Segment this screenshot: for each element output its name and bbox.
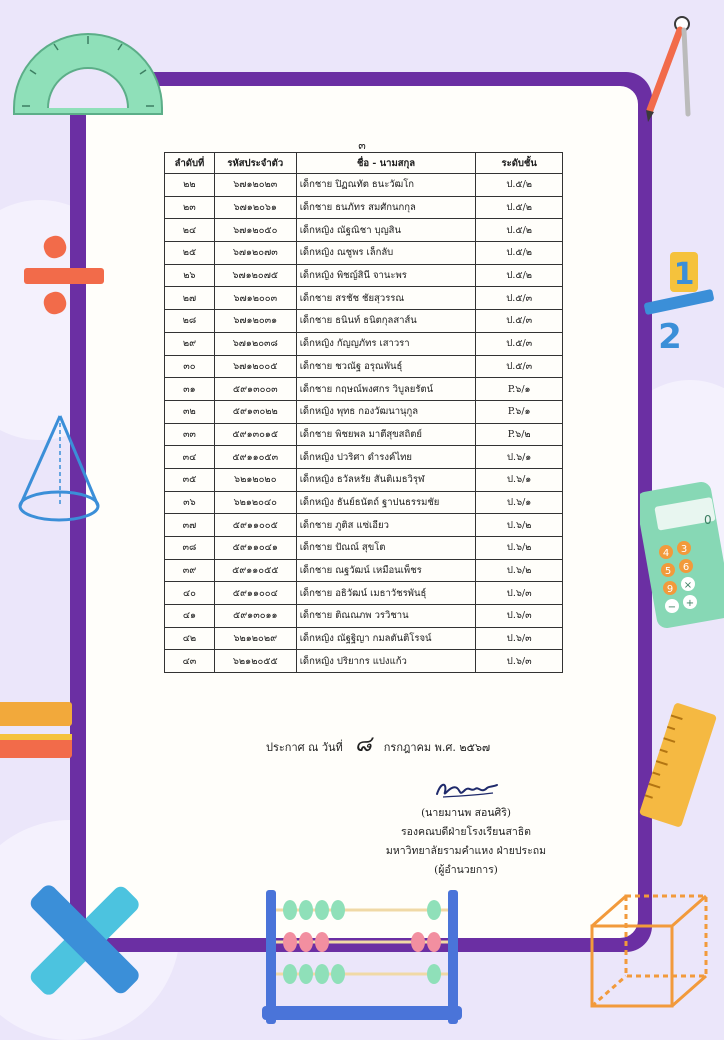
row-order-number: ๓๓ <box>165 423 215 446</box>
signatory-title: รองคณบดีฝ่ายโรงเรียนสาธิต <box>400 826 532 838</box>
header-grade-level: ระดับชั้น <box>476 153 563 174</box>
row-student-id: ๕๙๑๑๐๐๕ <box>214 514 296 537</box>
row-grade-level: ป.๖/๓ <box>476 582 563 605</box>
row-student-id: ๕๙๑๓๐๒๒ <box>214 400 296 423</box>
row-student-id: ๖๗๑๒๐๗๕ <box>214 264 296 287</box>
ruler-icon <box>632 700 722 830</box>
svg-text:3: 3 <box>680 544 688 555</box>
svg-text:0: 0 <box>704 513 712 527</box>
multiply-icon <box>14 870 154 1010</box>
row-student-name: เด็กชาย ภูติส แซ่เอียว <box>296 514 476 537</box>
row-student-name: เด็กชาย พิชยพล มาตีสุขสถิตย์ <box>296 423 476 446</box>
row-order-number: ๒๘ <box>165 310 215 333</box>
table-row <box>165 582 563 605</box>
row-student-id: ๕๙๑๑๐๐๔ <box>214 582 296 605</box>
row-student-id: ๖๗๑๒๐๐๕ <box>214 355 296 378</box>
row-order-number: ๒๙ <box>165 332 215 355</box>
row-student-name: เด็กชาย ณฐวัฒน์ เหมือนเพ็ชร <box>296 559 476 582</box>
row-student-name: เด็กหญิง ธันย์ธนัตถ์ ฐาปนธรรมชัย <box>296 491 476 514</box>
row-student-name: เด็กชาย ชวณัฐ อรุณพันธุ์ <box>296 355 476 378</box>
row-order-number: ๒๒ <box>165 174 215 197</box>
row-grade-level: ป.๖/๒ <box>476 514 563 537</box>
svg-text:1: 1 <box>673 257 695 292</box>
row-order-number: ๒๔ <box>165 219 215 242</box>
row-grade-level: ป.๕/๒ <box>476 219 563 242</box>
row-grade-level: ป.๖/๑ <box>476 446 563 469</box>
row-student-name: เด็กชาย ปัณณ์ สุขโต <box>296 537 476 560</box>
page-number: ๓ <box>358 139 366 152</box>
row-student-id: ๕๙๑๑๐๔๑ <box>214 537 296 560</box>
row-order-number: ๓๗ <box>165 514 215 537</box>
row-grade-level: ป.๕/๓ <box>476 310 563 333</box>
row-grade-level: P.๖/๑ <box>476 400 563 423</box>
table-row <box>165 196 563 219</box>
cube-outline-icon <box>586 890 716 1020</box>
row-order-number: ๔๓ <box>165 650 215 673</box>
svg-text:4: 4 <box>662 548 670 559</box>
row-student-name: เด็กชาย สรชัช ชัยสุวรรณ <box>296 287 476 310</box>
row-grade-level: ป.๕/๓ <box>476 332 563 355</box>
abacus-icon <box>262 886 462 1024</box>
row-student-name: เด็กหญิง ณัฐณิชา บุญสิน <box>296 219 476 242</box>
row-grade-level: ป.๖/๑ <box>476 491 563 514</box>
row-student-id: ๖๗๑๒๐๕๐ <box>214 219 296 242</box>
row-order-number: ๓๘ <box>165 537 215 560</box>
table-row <box>165 355 563 378</box>
row-order-number: ๓๐ <box>165 355 215 378</box>
row-grade-level: ป.๕/๓ <box>476 287 563 310</box>
row-student-id: ๖๗๑๒๐๓๘ <box>214 332 296 355</box>
signatory-role: (ผู้อำนวยการ) <box>434 864 498 876</box>
document-page <box>86 86 638 938</box>
table-row <box>165 219 563 242</box>
svg-text:6: 6 <box>682 562 690 573</box>
row-student-id: ๖๒๑๒๐๒๙ <box>214 627 296 650</box>
row-order-number: ๔๐ <box>165 582 215 605</box>
row-order-number: ๓๔ <box>165 446 215 469</box>
table-row <box>165 287 563 310</box>
table-row <box>165 559 563 582</box>
svg-text:×: × <box>683 580 693 591</box>
student-table <box>164 152 563 673</box>
signatory-name: (นายมานพ สอนศิริ) <box>421 807 511 819</box>
table-row <box>165 174 563 197</box>
row-grade-level: ป.๕/๒ <box>476 174 563 197</box>
row-order-number: ๒๕ <box>165 242 215 265</box>
row-student-id: ๕๙๑๑๐๕๓ <box>214 446 296 469</box>
row-student-name: เด็กหญิง ณัฐฐิญา กมลตันติโรจน์ <box>296 627 476 650</box>
row-student-id: ๕๙๑๓๐๑๑ <box>214 605 296 628</box>
row-student-name: เด็กชาย ธนินท์ ธนิตกุลสาส์น <box>296 310 476 333</box>
signatory-organization: มหาวิทยาลัยรามคำแหง ฝ่ายประถม <box>385 845 547 857</box>
table-row <box>165 650 563 673</box>
row-student-id: ๕๙๑๓๐๑๕ <box>214 423 296 446</box>
row-student-id: ๖๗๑๒๐๖๑ <box>214 196 296 219</box>
svg-text:2: 2 <box>658 317 682 357</box>
announcement-date <box>266 726 490 761</box>
table-row <box>165 423 563 446</box>
row-order-number: ๓๕ <box>165 468 215 491</box>
row-student-name: เด็กหญิง กัญญภัทร เสาวรา <box>296 332 476 355</box>
row-order-number: ๒๓ <box>165 196 215 219</box>
cone-icon <box>14 410 104 525</box>
row-student-name: เด็กหญิง ธวัลหรัย สันติเมธวิรุฬ <box>296 468 476 491</box>
row-student-name: เด็กหญิง ปวริศา ดำรงค์ไทย <box>296 446 476 469</box>
row-order-number: ๒๗ <box>165 287 215 310</box>
row-student-name: เด็กชาย กฤษณ์พงศกร วิบูลยรัตน์ <box>296 378 476 401</box>
row-student-id: ๖๗๑๒๐๗๓ <box>214 242 296 265</box>
table-row <box>165 264 563 287</box>
row-student-name: เด็กหญิง พุทธ กองวัฒนานุกูล <box>296 400 476 423</box>
row-student-name: เด็กชาย อธิวัฒน์ เมธาวัชรพันธุ์ <box>296 582 476 605</box>
row-grade-level: ป.๖/๑ <box>476 468 563 491</box>
header-student-id: รหัสประจำตัว <box>214 153 296 174</box>
row-student-id: ๕๙๑๓๐๐๓ <box>214 378 296 401</box>
row-order-number: ๓๙ <box>165 559 215 582</box>
row-grade-level: P.๖/๒ <box>476 423 563 446</box>
svg-text:9: 9 <box>666 584 674 595</box>
row-order-number: ๔๒ <box>165 627 215 650</box>
row-grade-level: ป.๕/๒ <box>476 242 563 265</box>
table-row <box>165 605 563 628</box>
compass-icon <box>636 14 706 124</box>
row-order-number: ๓๒ <box>165 400 215 423</box>
row-student-name: เด็กหญิง ณชูพร เล็กลับ <box>296 242 476 265</box>
row-order-number: ๔๑ <box>165 605 215 628</box>
table-row <box>165 491 563 514</box>
row-student-id: ๖๒๑๒๐๔๐ <box>214 491 296 514</box>
calculator-icon <box>640 480 724 630</box>
row-grade-level: ป.๖/๒ <box>476 537 563 560</box>
row-grade-level: ป.๖/๓ <box>476 627 563 650</box>
divide-icon <box>20 230 110 320</box>
table-row <box>165 332 563 355</box>
announcement-prefix: ประกาศ ณ วันที่ <box>266 741 343 754</box>
table-header-row <box>165 153 563 174</box>
pencils-icon <box>0 690 80 780</box>
fraction-one-half-icon <box>640 248 720 358</box>
handwritten-signature <box>431 776 501 802</box>
row-order-number: ๓๑ <box>165 378 215 401</box>
header-full-name: ชื่อ - นามสกุล <box>296 153 476 174</box>
row-grade-level: P.๖/๑ <box>476 378 563 401</box>
protractor-icon <box>8 8 168 118</box>
announcement-day: ๘ <box>354 732 372 757</box>
row-grade-level: ป.๕/๒ <box>476 196 563 219</box>
table-row <box>165 446 563 469</box>
row-grade-level: ป.๕/๒ <box>476 264 563 287</box>
row-grade-level: ป.๖/๒ <box>476 559 563 582</box>
row-grade-level: ป.๕/๓ <box>476 355 563 378</box>
table-row <box>165 400 563 423</box>
row-grade-level: ป.๖/๓ <box>476 605 563 628</box>
row-student-id: ๖๗๑๒๐๓๑ <box>214 310 296 333</box>
svg-text:5: 5 <box>664 566 672 577</box>
table-row <box>165 242 563 265</box>
row-order-number: ๓๖ <box>165 491 215 514</box>
table-row <box>165 310 563 333</box>
row-student-name: เด็กชาย ติณณภพ วรวิชาน <box>296 605 476 628</box>
row-student-name: เด็กชาย ธนภัทร สมศักนกกุล <box>296 196 476 219</box>
row-student-id: ๖๗๑๒๐๐๓ <box>214 287 296 310</box>
row-grade-level: ป.๖/๓ <box>476 650 563 673</box>
table-row <box>165 537 563 560</box>
row-student-name: เด็กหญิง พิชญ์สินี จานะพร <box>296 264 476 287</box>
announcement-month-year: กรกฎาคม พ.ศ. ๒๕๖๗ <box>383 741 491 754</box>
svg-text:−: − <box>667 602 677 613</box>
row-student-id: ๖๒๑๒๐๒๐ <box>214 468 296 491</box>
table-row <box>165 514 563 537</box>
row-student-name: เด็กชาย ปิฏณทัต ธนะวัฒโก <box>296 174 476 197</box>
header-order: ลำดับที่ <box>165 153 215 174</box>
signature-block <box>346 776 586 880</box>
svg-text:+: + <box>685 598 695 609</box>
row-student-id: ๕๙๑๑๐๕๕ <box>214 559 296 582</box>
row-student-name: เด็กหญิง ปริยากร แปงแก้ว <box>296 650 476 673</box>
row-student-id: ๖๗๑๒๐๒๓ <box>214 174 296 197</box>
row-student-id: ๖๒๑๒๐๕๕ <box>214 650 296 673</box>
table-row <box>165 378 563 401</box>
row-order-number: ๒๖ <box>165 264 215 287</box>
table-row <box>165 468 563 491</box>
table-row <box>165 627 563 650</box>
